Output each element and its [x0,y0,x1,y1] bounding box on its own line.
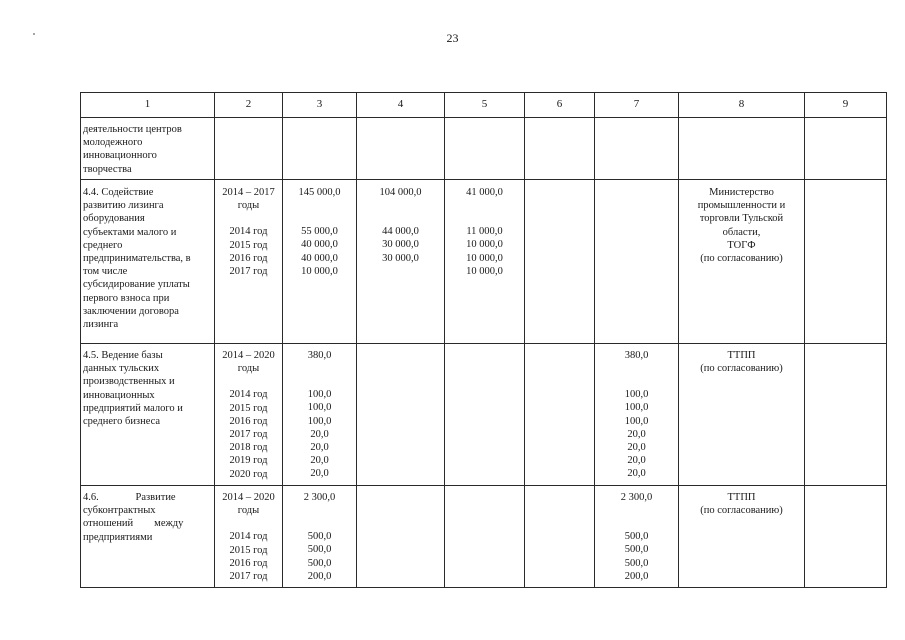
cell-col5 [445,344,525,486]
year-value: 10 000,0 [466,252,503,264]
period-range: 2014 – 2017 [222,187,275,198]
year-label: 2014 год [229,226,268,238]
executor-line: ТОГФ [727,239,756,251]
year-value: 100,0 [624,389,649,401]
year-value: 20,0 [310,442,329,454]
year-label: 2016 год [229,557,268,569]
desc-line: молодежного [83,137,143,149]
year-value: 30 000,0 [382,252,419,264]
header-col-1: 1 [81,93,215,118]
desc-line: инновационного [83,150,157,162]
desc-line: данных тульских [83,363,160,375]
year-value: 500,0 [624,531,649,543]
desc-line: предпринимательства, в [83,253,191,265]
total-value: 380,0 [307,350,332,361]
desc-line: творчества [83,163,132,175]
year-label: 2016 год [229,252,268,264]
cell-executor [679,486,805,588]
executor-line: промышленности и [697,200,786,212]
year-label: 2019 год [229,455,268,467]
table-row-continuation [81,118,887,180]
total-value: 41 000,0 [466,187,503,198]
program-table [80,92,887,588]
cell-description [81,344,215,486]
executor-line: ТТПП [727,350,756,361]
desc-line: деятельности центров [83,124,182,135]
year-value: 500,0 [307,557,332,569]
cell-col4 [357,486,445,588]
year-value: 55 000,0 [301,226,338,238]
desc-line: предприятий малого и [83,402,183,414]
table-row-4-6 [81,486,887,588]
cell-col3 [283,180,357,344]
desc-line: среднего бизнеса [83,416,161,428]
desc-line: первого взноса при [83,292,170,304]
year-value: 10 000,0 [301,265,338,277]
cell-col5 [445,180,525,344]
executor-line: (по согласованию) [700,253,783,265]
executor-line: (по согласованию) [700,363,783,375]
year-label: 2015 год [229,239,268,251]
year-value: 100,0 [307,389,332,401]
year-value: 10 000,0 [466,239,503,251]
year-value: 40 000,0 [301,252,338,264]
desc-line: среднего [83,239,123,251]
cell-col4 [357,344,445,486]
year-value: 20,0 [627,468,646,480]
total-value: 380,0 [624,350,649,361]
year-value: 500,0 [624,544,649,556]
cell-col6 [525,486,595,588]
desc-line: производственных и [83,376,175,388]
desc-line: субконтрактных [83,505,156,517]
year-value: 200,0 [624,570,649,582]
header-col-2: 2 [215,93,283,118]
executor-line: торговли Тульской [699,213,784,225]
cell-description [81,118,215,180]
cell-period [215,344,283,486]
year-value: 10 000,0 [466,265,503,277]
desc-line: 4.5. Ведение базы [83,350,163,361]
period-range: 2014 – 2020 [222,350,275,361]
year-value: 100,0 [624,402,649,414]
year-label: 2020 год [229,468,268,480]
year-value: 500,0 [307,544,332,556]
executor-line: Министерство [709,187,774,198]
year-value: 200,0 [307,570,332,582]
year-value: 40 000,0 [301,239,338,251]
cell-description [81,180,215,344]
year-value: 20,0 [627,442,646,454]
year-label: 2017 год [229,429,268,441]
year-label: 2018 год [229,442,268,454]
year-value: 44 000,0 [382,226,419,238]
header-col-4: 4 [357,93,445,118]
total-value: 104 000,0 [379,187,422,198]
cell-col7 [595,180,679,344]
cell-col9 [805,344,887,486]
year-label: 2017 год [229,266,268,278]
desc-line: предприятиями [83,531,153,543]
cell-col4 [357,180,445,344]
year-value: 20,0 [310,455,329,467]
desc-line: развитию лизинга [83,200,164,212]
year-value: 100,0 [307,415,332,427]
desc-line: отношений между [83,518,184,530]
year-label: 2015 год [229,402,268,414]
year-label: 2016 год [229,415,268,427]
year-value: 500,0 [624,557,649,569]
executor-line: (по согласованию) [700,505,783,517]
year-value: 11 000,0 [466,226,503,238]
desc-line: оборудования [83,213,145,225]
year-value: 100,0 [624,415,649,427]
cell-col9 [805,180,887,344]
desc-line: 4.6. Развитие [83,492,176,503]
cell-col9 [805,486,887,588]
header-col-7: 7 [595,93,679,118]
header-col-6: 6 [525,93,595,118]
desc-line: 4.4. Содействие [83,187,154,198]
cell-period [215,180,283,344]
cell-period [215,486,283,588]
desc-line: субъектами малого и [83,226,177,238]
header-col-5: 5 [445,93,525,118]
year-label: 2014 год [229,389,268,401]
period-unit: годы [237,505,260,517]
cell-executor [679,344,805,486]
table-row-4-5 [81,344,887,486]
total-value: 2 300,0 [303,492,336,503]
desc-line: субсидирование уплаты [83,279,190,291]
period-range: 2014 – 2020 [222,492,275,503]
cell-col5 [445,486,525,588]
desc-line: том числе [83,266,128,278]
year-label: 2017 год [229,571,268,583]
period-unit: годы [237,200,260,212]
cell-executor [679,180,805,344]
cell-col6 [525,180,595,344]
header-col-8: 8 [679,93,805,118]
year-label: 2014 год [229,531,268,543]
executor-line: области, [722,226,761,238]
cell-col7 [595,486,679,588]
header-row [81,93,887,118]
year-value: 500,0 [307,531,332,543]
executor-line: ТТПП [727,492,756,503]
header-col-3: 3 [283,93,357,118]
period-unit: годы [237,363,260,375]
year-value: 20,0 [310,428,329,440]
year-value: 100,0 [307,402,332,414]
total-value: 2 300,0 [620,492,653,503]
total-value: 145 000,0 [298,187,341,198]
desc-line: инновационных [83,389,155,401]
cell-col7 [595,344,679,486]
year-value: 20,0 [627,428,646,440]
cell-col3 [283,486,357,588]
cell-description [81,486,215,588]
cell-col6 [525,344,595,486]
year-value: 20,0 [627,455,646,467]
header-col-9: 9 [805,93,887,118]
year-value: 30 000,0 [382,239,419,251]
cell-col3 [283,344,357,486]
year-label: 2015 год [229,544,268,556]
page-number: 23 [446,31,459,45]
table-row-4-4 [81,180,887,344]
desc-line: заключении договора [83,305,179,317]
desc-line: лизинга [83,319,119,331]
year-value: 20,0 [310,468,329,480]
